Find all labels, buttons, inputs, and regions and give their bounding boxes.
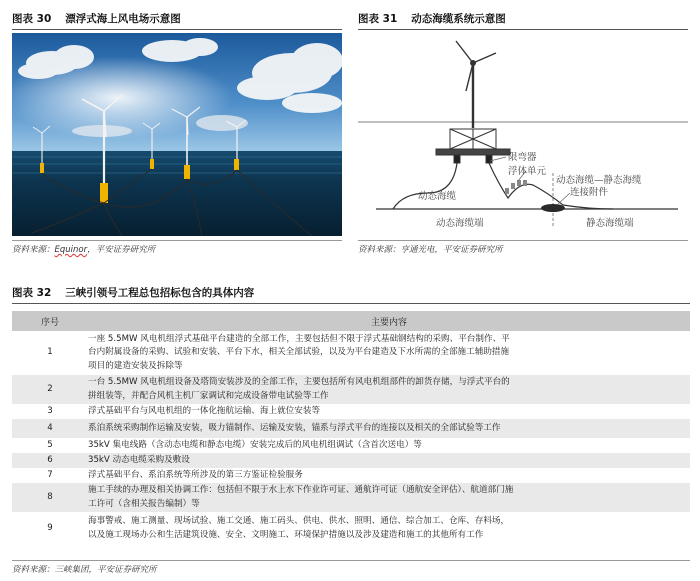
row-number: 1	[47, 347, 53, 358]
row-content	[88, 484, 690, 511]
fig30-title	[12, 11, 181, 26]
row-content-line: 拼组装等，并配合风机主机厂家调试和完成设备带电试验等工作	[88, 390, 329, 401]
table-row	[12, 483, 690, 512]
buoy-units-icon	[505, 180, 527, 194]
fig31-caption: 动态海缆系统示意图	[411, 13, 506, 25]
label-dynamic-cable: 动态海缆	[418, 191, 457, 202]
connector-icon	[541, 204, 565, 212]
dynamic-cable-svg	[358, 33, 688, 236]
row-number: 4	[47, 422, 53, 433]
fig32-source: 资料来源：三峡集团，平安证券研究所	[12, 565, 157, 575]
fig30-source-org: Equinor	[54, 245, 88, 255]
row-content	[88, 454, 690, 468]
row-number: 9	[47, 522, 53, 533]
table-row	[12, 419, 690, 438]
label-dynamic-end: 动态海缆端	[436, 218, 484, 229]
fig30-number: 图表 30	[12, 13, 52, 25]
table-row	[12, 404, 690, 419]
row-content-line: 一台 5.5MW 风电机组设备及塔筒安装涉及的全部工作，主要包括所有风电机组部件的卸货存储，与浮式平台的	[88, 377, 510, 387]
label-connector-2: 连接附件	[570, 187, 609, 198]
fig32-caption: 三峡引领号工程总包招标包含的具体内容	[65, 287, 255, 299]
row-content-line: 台内附属设备的采购、试验和安装、平台下水，相关全部试验，以及为平台建造及下水所需的全部施工辅助措施	[88, 347, 510, 358]
row-content-line: 项目的建造安装及拆除等	[88, 360, 183, 371]
row-content-line: 施工手续的办理及相关协调工作：包括但不限于水上水下作业许可证、通航许可证（通航安全评估）、航道部门施	[88, 485, 514, 495]
row-content-line: 35kV 动态电缆采购及敷设	[88, 454, 190, 465]
fig31-source-rule	[358, 240, 688, 241]
fig30-source	[12, 243, 155, 255]
tender-content-table	[12, 311, 690, 545]
row-content	[88, 439, 690, 453]
row-number: 5	[47, 439, 53, 450]
fig31-source: 资料来源：亨通光电，平安证券研究所	[358, 245, 503, 255]
table-row	[12, 438, 690, 453]
table-row	[12, 512, 690, 545]
row-number: 3	[47, 405, 53, 416]
fig32-source-rule	[12, 560, 690, 561]
table-row	[12, 331, 690, 375]
fig31-number: 图表 31	[358, 13, 398, 25]
row-content	[88, 422, 690, 436]
row-number: 7	[47, 469, 53, 480]
fig32-number: 图表 32	[12, 287, 52, 299]
row-content-line: 一座 5.5MW 风电机组浮式基础平台建造的全部工作，主要包括但不限于浮式基础钢结构的采购、平台制作、平	[88, 333, 510, 344]
fig30-source-rule	[12, 240, 342, 241]
fig30-caption: 漂浮式海上风电场示意图	[65, 13, 181, 25]
label-static-end: 静态海缆端	[586, 218, 634, 229]
row-content-line: 以及施工现场办公和生活建筑设施、安全、文明施工、环境保护措施以及涉及建造和施工的其他所有工作	[88, 529, 484, 540]
row-content-line: 海事警戒、施工测量、现场试验、施工交通、施工码头、供电、供水、照明、通信、综合加工、仓库、存料场，	[88, 516, 510, 526]
row-content-line: 浮式基础平台、系泊系统等所涉及的第三方鉴证检验服务	[88, 469, 303, 480]
row-content-line: 工许可（含相关报告编制）等	[88, 498, 200, 509]
label-bend-restrictor: 限弯器	[508, 152, 537, 163]
row-content	[88, 333, 690, 374]
header-number: 序号	[40, 317, 59, 328]
table-row	[12, 375, 690, 404]
wind-farm-illustration	[12, 33, 342, 236]
table-header	[12, 311, 690, 331]
row-content-line: 系泊系统采购制作运输及安装，吸力锚制作、运输及安装，锚系与浮式平台的连接以及相关的全部试验等工作	[88, 422, 501, 433]
table-row	[12, 453, 690, 468]
floating-platform-icon	[436, 129, 510, 163]
fig32-title	[12, 285, 254, 300]
fig30-source-label: 资料来源：	[12, 245, 55, 255]
row-number: 6	[47, 454, 53, 465]
fig32-title-rule	[12, 303, 690, 304]
fig30-title-rule	[12, 29, 342, 30]
row-content-line: 35kV 集电线路（含动态电缆和静态电缆）安装完成后的风电机组调试（含首次送电）等	[88, 439, 422, 450]
turbine-icon	[456, 41, 496, 128]
label-connector-1: 动态海缆—静态海缆	[556, 175, 642, 186]
fig31-title-rule	[358, 29, 688, 30]
table-body	[12, 331, 690, 545]
row-content-line: 浮式基础平台与风电机组的一体化拖航运输、海上就位安装等	[88, 405, 321, 416]
dynamic-cable-diagram	[358, 33, 688, 236]
row-content	[88, 469, 690, 483]
fig31-title	[358, 11, 506, 26]
row-content	[88, 405, 690, 419]
row-content	[88, 515, 690, 542]
table-row	[12, 468, 690, 483]
row-number: 8	[47, 491, 53, 502]
floating-wind-farm-photo	[12, 33, 342, 236]
dynamic-cable-line	[393, 163, 613, 209]
header-content: 主要内容	[370, 317, 407, 328]
row-content	[88, 376, 690, 403]
row-number: 2	[47, 383, 53, 394]
label-buoy-unit: 浮体单元	[508, 166, 547, 177]
fig30-source-rest: ，平安证券研究所	[87, 245, 156, 255]
